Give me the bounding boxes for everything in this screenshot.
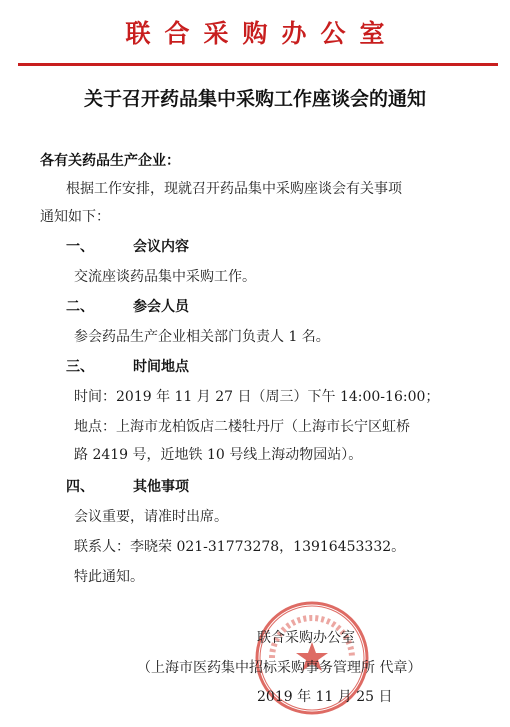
section-text: 时间：2019 年 11 月 27 日（周三）下午 14:00-16:00； — [74, 389, 440, 405]
section-heading: 会议内容 — [133, 239, 189, 255]
section-text: 路 2419 号，近地铁 10 号线上海动物园站）。 — [74, 447, 363, 463]
section-text: 地点：上海市龙柏饭店二楼牡丹厅（上海市长宁区虹桥 — [74, 419, 410, 435]
header-divider — [18, 63, 498, 66]
intro-line: 通知如下： — [40, 209, 110, 225]
intro-line: 根据工作安排，现就召开药品集中采购座谈会有关事项 — [66, 181, 402, 197]
section-number: 二、 — [66, 299, 94, 315]
office-header: 联合采购办公室 — [125, 19, 399, 48]
section-number: 一、 — [66, 239, 94, 255]
signature-org: 联合采购办公室 — [257, 630, 355, 646]
signature-agent: （上海市医药集中招标采购事务管理所 代章） — [137, 660, 422, 676]
section-text: 参会药品生产企业相关部门负责人 1 名。 — [74, 329, 330, 345]
section-heading: 时间地点 — [133, 359, 189, 375]
section-heading: 其他事项 — [133, 479, 189, 495]
notice-title: 关于召开药品集中采购工作座谈会的通知 — [83, 88, 426, 110]
section-text: 交流座谈药品集中采购工作。 — [74, 269, 256, 285]
section-text: 会议重要，请准时出席。 — [74, 509, 228, 525]
section-text: 联系人：李晓荣 021-31773278，13916453332。 — [74, 539, 406, 555]
signature-date: 2019 年 11 月 25 日 — [257, 689, 393, 705]
section-number: 三、 — [66, 359, 94, 375]
section-heading: 参会人员 — [133, 299, 189, 315]
section-text: 特此通知。 — [74, 569, 144, 585]
section-number: 四、 — [66, 479, 94, 495]
addressee: 各有关药品生产企业： — [40, 153, 180, 169]
